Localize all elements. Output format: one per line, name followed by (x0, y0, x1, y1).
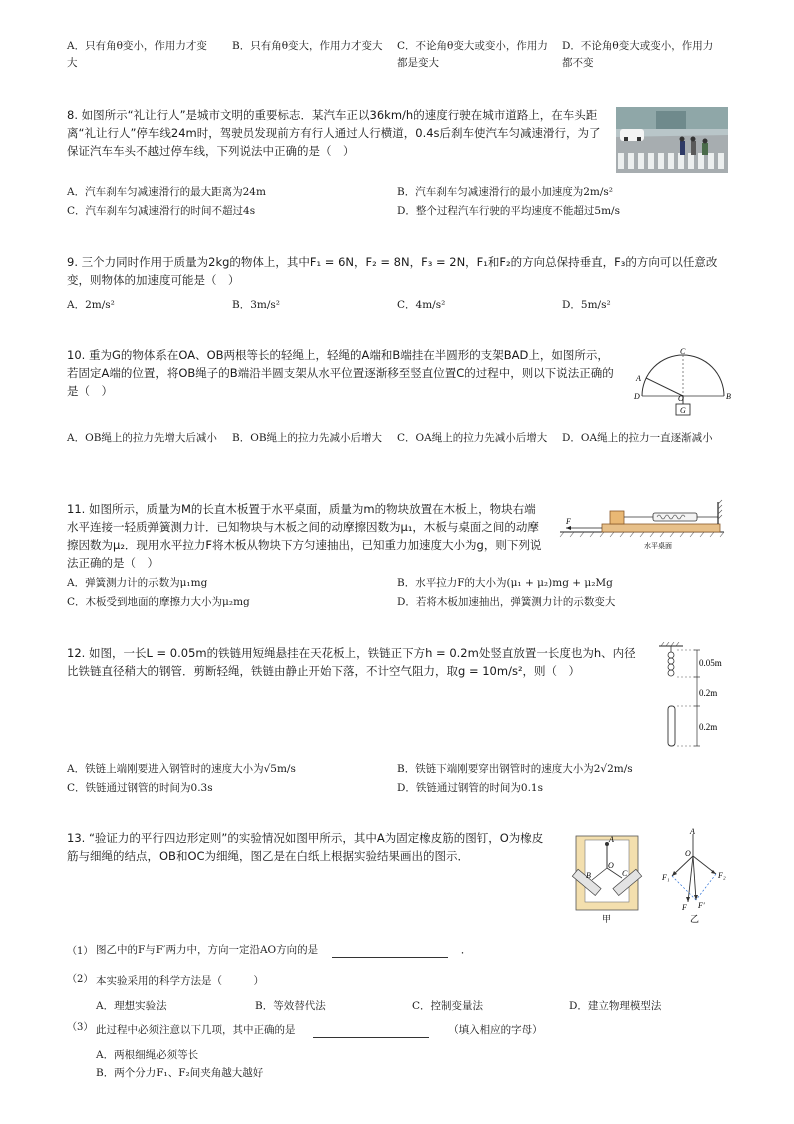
q8-option-a: A．汽车刹车匀减速滑行的最大距离为24m (67, 186, 266, 198)
q13-yi-label-a: A (690, 827, 695, 836)
q13-part3-number: （3） (67, 1022, 94, 1033)
q13-label-jia: 甲 (602, 915, 612, 924)
q9-option-a: A．2m/s² (67, 299, 115, 311)
q13-part1-answer-blank[interactable] (332, 945, 448, 958)
q7-option-c: C．不论角θ变大或变小，作用力都是变大 (397, 40, 548, 69)
q8-stem: 8. 如图所示“礼让行人”是城市文明的重要标志．某汽车正以36km/h的速度行驶在城市道路上，在车头距离“礼让行人”停车线24m时，驾驶员发现前方有行人通过人行横道，0.4s后刹车使汽车匀减速滑行，为了保证汽车车头不越过停车线，下列说法中正确的是（ ） (67, 108, 601, 158)
q13-part2-number: （2） (67, 974, 94, 985)
q9-option-b: B．3m/s² (232, 299, 280, 311)
q13-jia-label-c: C (622, 869, 628, 878)
q8-option-c: C．汽车刹车匀减速滑行的时间不超过4s (67, 205, 256, 217)
q11-option-c: C．木板受到地面的摩擦力大小为μ₂mg (67, 596, 250, 608)
q12-option-d: D．铁链通过钢管的时间为0.1s (397, 782, 544, 794)
q13-part1-tail: ． (460, 944, 472, 956)
q12-option-b: B．铁链下端刚要穿出钢管时的速度大小为2√2m/s (397, 763, 633, 775)
q10-label-a: A (636, 374, 641, 383)
q10-option-b: B．OB绳上的拉力先减小后增大 (232, 432, 383, 444)
q8-option-b: B．汽车刹车匀减速滑行的最小加速度为2m/s² (397, 186, 613, 198)
q13-jia-label-b: B (586, 871, 591, 880)
q12-option-a: A．铁链上端刚要进入钢管时的速度大小为√5m/s (67, 763, 296, 775)
q10-label-c: C (680, 347, 686, 356)
q8-option-d: D．整个过程汽车行驶的平均速度不能超过5m/s (397, 205, 620, 217)
q11-label-desk: 水平桌面 (644, 542, 672, 550)
q13-yi-label-f: F (682, 903, 687, 912)
q13-part2-option-c: C．控制变量法 (412, 1000, 484, 1012)
q11-label-f: F (566, 517, 571, 526)
q13-part3-option-b: B．两个分力F₁、F₂间夹角越大越好 (96, 1067, 264, 1079)
q13-part2-option-b: B．等效替代法 (255, 1000, 326, 1012)
q13-part2-option-d: D．建立物理模型法 (569, 1000, 662, 1012)
q13-part1 (96, 942, 556, 958)
q10-option-a: A．OB绳上的拉力先增大后减小 (67, 432, 217, 444)
q10-stem: 10. 重为G的物体系在OA、OB两根等长的轻绳上，轻绳的A端和B端挂在半圆形的支架BAD上，如图所示，若固定A端的位置，将OB绳子的B端沿半圆支架从水平位置逐渐移至竖直位置C的过程中，则以下说法正确的是（ ） (67, 348, 614, 398)
q12-option-c: C．铁链通过钢管的时间为0.3s (67, 782, 213, 794)
q11-stem: 11. 如图所示，质量为M的长直木板置于水平桌面，质量为m的物块放置在木板上，物块右端水平连接一轻质弹簧测力计．已知物块与木板之间的动摩擦因数为μ₁，木板与桌面之间的动摩擦因数为μ₂．现用水平拉力F将木板从物块下方匀速抽出，已知重力加速度大小为g，则下列说法正确的是（ ） (67, 502, 542, 570)
q7-option-d: D．不论角θ变大或变小，作用力都不变 (562, 40, 714, 69)
q10-label-b: B (726, 392, 731, 401)
q13-part1-text: 图乙中的F与F′两力中，方向一定沿AO方向的是 (96, 944, 319, 956)
q13-jia-label-a: A (609, 835, 614, 844)
q11-option-b: B．水平拉力F的大小为(μ₁ + μ₂)mg + μ₂Mg (397, 577, 613, 589)
q13-part1-number: （1） (67, 946, 94, 957)
q13-stem: 13. “验证力的平行四边形定则”的实验情况如图甲所示，其中A为固定橡皮筋的图钉，O为橡皮筋与细绳的结点，OB和OC为细绳，图乙是在白纸上根据实验结果画出的图示． (67, 831, 544, 863)
q11-board-figure (558, 498, 728, 552)
q10-label-g: G (680, 406, 686, 415)
q10-semicircle-figure (632, 344, 732, 420)
q9-option-d: D．5m/s² (562, 299, 611, 311)
q12-stem: 12. 如图，一长L = 0.05m的铁链用短绳悬挂在天花板上，铁链正下方h = 0.2m处竖直放置一长度也为h、内径比铁链直径稍大的钢管．剪断轻绳，铁链由静止开始下落，不计空气阻力，取g = 10m/s²，则（ ） (67, 646, 636, 678)
q11-option-d: D．若将木板加速抽出，弹簧测力计的示数变大 (397, 596, 616, 608)
q10-option-d: D．OA绳上的拉力一直逐渐减小 (562, 432, 713, 444)
q10-label-d: D (634, 392, 640, 401)
q12-label-chain: 0.05m (699, 658, 722, 668)
q7-option-a: A．只有角θ变小，作用力才变大 (67, 40, 207, 69)
q13-part3-text: 此过程中必须注意以下几项，其中正确的是 (96, 1024, 296, 1036)
q13-part3-option-a: A．两根细绳必须等长 (96, 1049, 199, 1061)
q13-part2-option-a: A．理想实验法 (96, 1000, 167, 1012)
q13-label-yi: 乙 (690, 915, 700, 924)
q13-yi-label-o: O (685, 849, 691, 858)
q13-yi-label-f1: F₁ (662, 873, 670, 882)
q13-figures (562, 826, 738, 924)
q9-stem: 9. 三个力同时作用于质量为2kg的物体上，其中F₁ = 6N，F₂ = 8N，F₃ = 2N，F₁和F₂的方向总保持垂直，F₃的方向可以任意改变，则物体的加速度可能是（ ） (67, 255, 718, 287)
q8-photo (616, 107, 728, 173)
q13-part3-answer-blank[interactable] (313, 1025, 429, 1038)
q10-label-o: O (678, 394, 684, 403)
q12-label-gap: 0.2m (699, 688, 718, 698)
q11-option-a: A．弹簧测力计的示数为μ₁mg (67, 577, 208, 589)
q7-option-b: B．只有角θ变大，作用力才变大 (232, 40, 383, 52)
q10-option-c: C．OA绳上的拉力先减小后增大 (397, 432, 548, 444)
q13-jia-label-o: O (608, 861, 614, 870)
q12-label-pipe: 0.2m (699, 722, 718, 732)
q12-chain-figure (655, 642, 731, 752)
q9-option-c: C．4m/s² (397, 299, 446, 311)
q13-part3-hint: （填入相应的字母） (448, 1024, 543, 1036)
q13-yi-label-f2: F₂ (718, 871, 726, 880)
q13-part2-text: 本实验采用的科学方法是（ ） (96, 975, 264, 987)
q13-yi-label-fprime: F′ (698, 901, 705, 910)
q13-part3 (96, 1022, 736, 1038)
